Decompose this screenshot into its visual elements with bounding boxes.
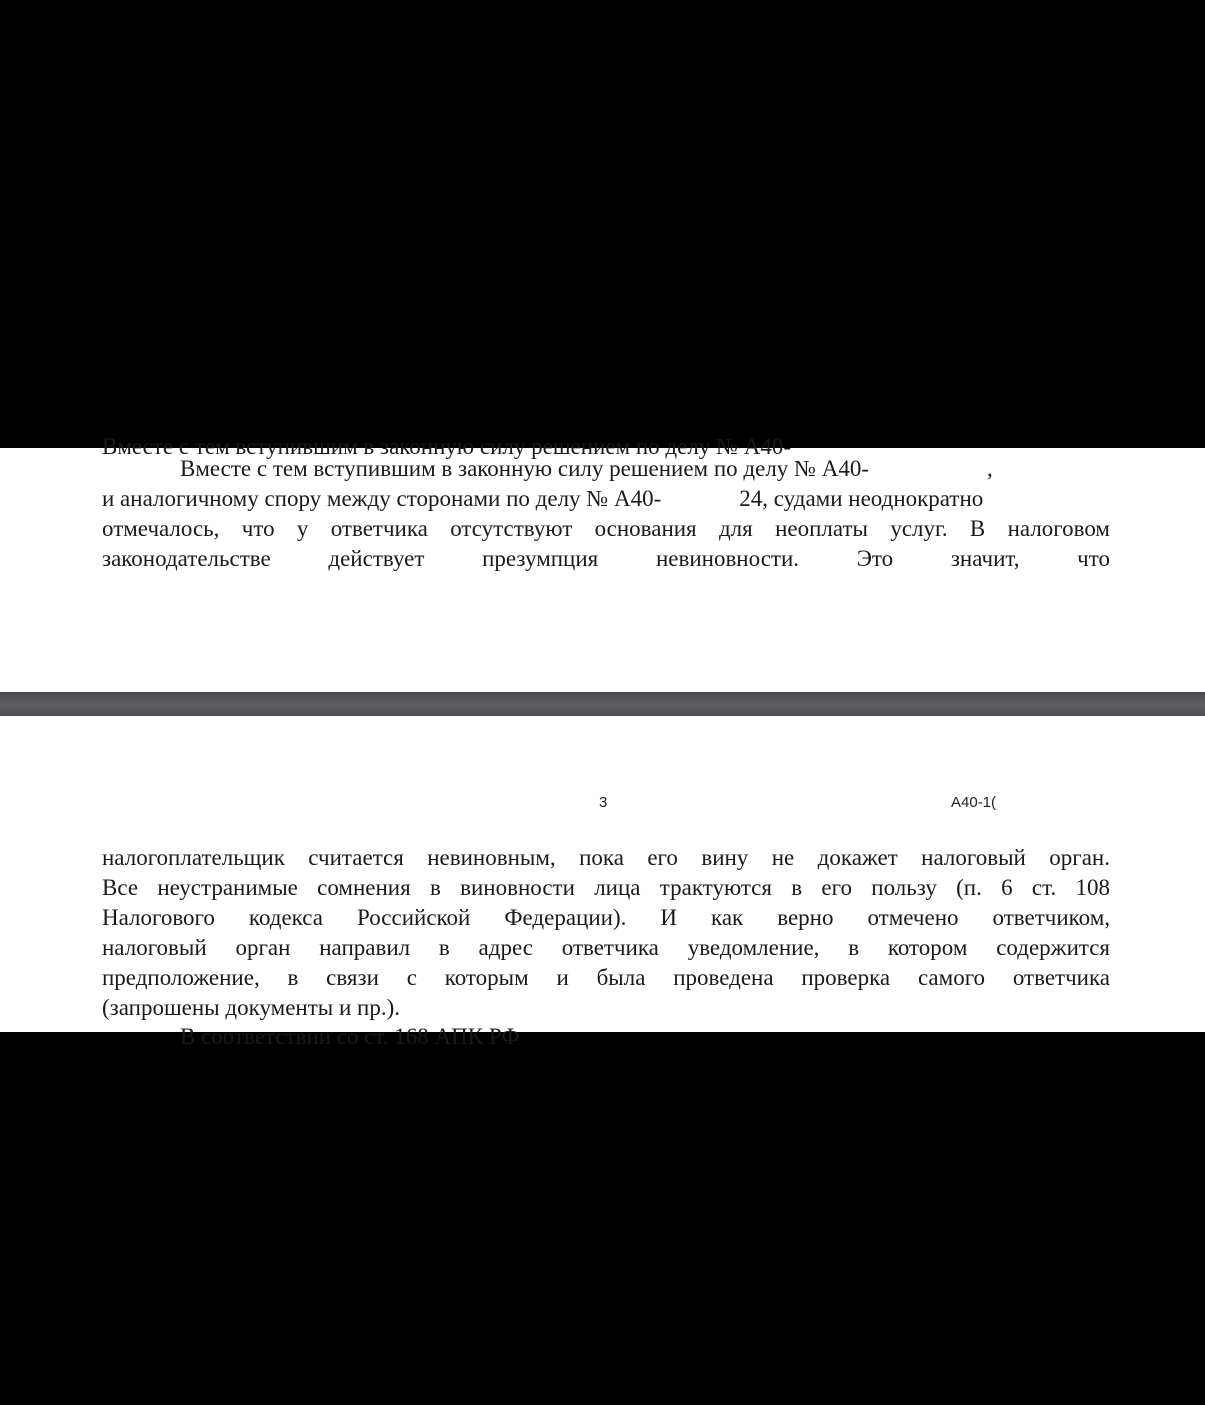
text-line: Вместе с тем вступившим в законную силу решением по делу № А40- , xyxy=(180,456,993,481)
text-line: законодательстве действует презумпция невиновности. Это значит, что xyxy=(102,546,1110,571)
text-line: Все неустранимые сомнения в виновности лица трактуются в его пользу (п. 6 ст. 108 xyxy=(102,875,1110,900)
case-number: А40-1( xyxy=(951,794,997,811)
redacted-case-number xyxy=(869,460,987,482)
text-line: отмечалось, что у ответчика отсутствуют основания для неоплаты услуг. В налоговом xyxy=(102,516,1110,541)
text-line: предположение, в связи с которым и была проведена проверка самого ответчика xyxy=(102,965,1110,990)
page-number: 3 xyxy=(599,794,608,811)
redacted-case-number xyxy=(661,490,739,512)
paragraph-top xyxy=(102,454,1110,574)
paragraph-bottom xyxy=(102,843,1110,1023)
clipped-text-line: В соответствии со ст. 168 АПК РФ xyxy=(180,1024,520,1049)
document-page-bottom xyxy=(0,716,1205,1049)
page-header xyxy=(0,794,1205,818)
text-line: Налогового кодекса Российской Федерации). И как верно отмечено ответчиком, xyxy=(102,905,1110,930)
clipped-text-line: Вместе с тем вступившим в законную силу решением по делу № А40- xyxy=(102,434,792,459)
text-line: (запрошены документы и пр.). xyxy=(102,995,400,1020)
text-line: и аналогичному спору между сторонами по делу № А40- 24, судами неоднократно xyxy=(102,486,984,511)
text-line: налогоплательщик считается невиновным, пока его вину не докажет налоговый орган. xyxy=(102,845,1110,870)
page-separator xyxy=(0,692,1205,716)
text-line: налоговый орган направил в адрес ответчика уведомление, в котором содержится xyxy=(102,935,1110,960)
document-page-top xyxy=(0,434,1205,692)
